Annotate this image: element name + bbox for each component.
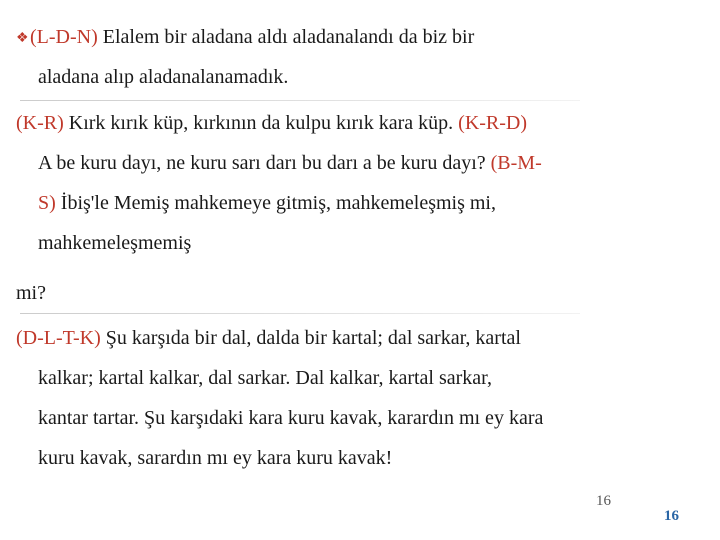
paragraph-line <box>16 113 527 133</box>
paragraph-text: Kırk kırık küp, kırkının da kulpu kırık kara küp. <box>63 112 459 134</box>
tongue-twister-tag: (K-R-D) <box>458 112 528 134</box>
paragraph-line: mahkemeleşmemiş <box>38 232 192 254</box>
inner-page-number: 16 <box>596 493 611 509</box>
paragraph-line <box>16 27 474 49</box>
divider-rule <box>20 313 580 314</box>
paragraph-text: Elalem bir aladana aldı aladanalandı da biz bir <box>97 26 475 48</box>
paragraph-text: A be kuru dayı, ne kuru sarı darı bu darı a be kuru dayı? <box>38 152 491 174</box>
paragraph-line: kalkar; kartal kalkar, dal sarkar. Dal kalkar, kartal sarkar, <box>38 367 493 389</box>
tongue-twister-tag: (D-L-T-K) <box>16 327 101 349</box>
paragraph-line <box>16 328 521 348</box>
paragraph-line: mi? <box>16 282 46 304</box>
divider-rule <box>20 100 580 101</box>
paragraph-line <box>38 153 542 173</box>
tongue-twister-tag: (L-D-N) <box>30 26 98 48</box>
paragraph-line: kantar tartar. Şu karşıdaki kara kuru kavak, karardın mı ey kara <box>38 407 544 429</box>
paragraph-line <box>38 193 496 213</box>
paragraph-line: aladana alıp aladanalanamadık. <box>38 66 289 88</box>
page-number: 16 <box>664 508 679 524</box>
paragraph-line: kuru kavak, sarardın mı ey kara kuru kavak! <box>38 447 393 469</box>
tongue-twister-tag: S) <box>38 192 56 214</box>
tongue-twister-tag: (K-R) <box>16 112 64 134</box>
paragraph-text: İbiş'le Memiş mahkemeye gitmiş, mahkemeleşmiş mi, <box>55 192 496 214</box>
tongue-twister-tag: (B-M- <box>490 152 542 174</box>
book-bullet-icon: ❖ <box>16 31 29 46</box>
paragraph-text: Şu karşıda bir dal, dalda bir kartal; dal sarkar, kartal <box>100 327 521 349</box>
